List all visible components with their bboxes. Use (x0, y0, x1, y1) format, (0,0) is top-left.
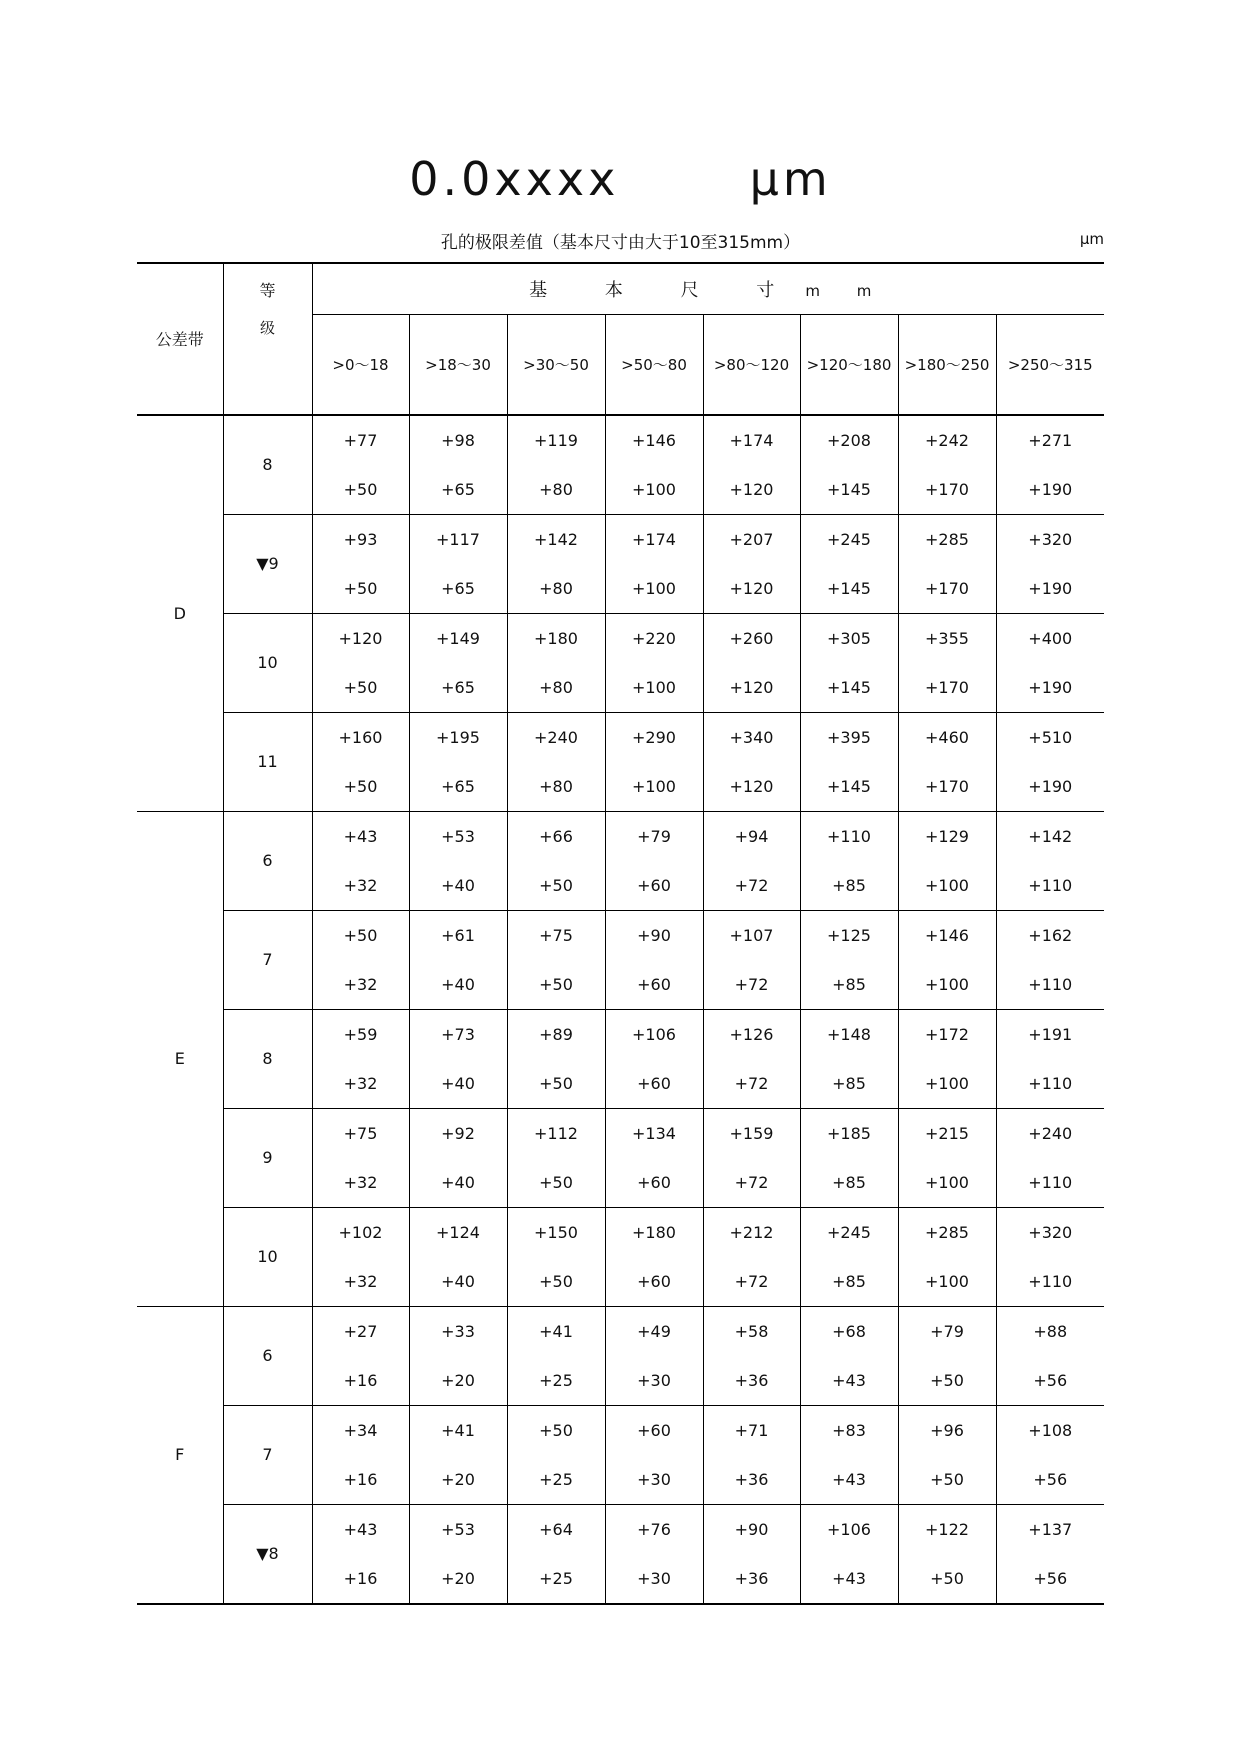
lower-deviation-cell: +145 (800, 663, 898, 713)
upper-deviation-cell: +400 (996, 613, 1104, 663)
grade-cell: 7 (223, 910, 312, 1009)
upper-deviation-cell: +89 (507, 1009, 605, 1059)
lower-deviation-cell: +40 (409, 1257, 507, 1307)
upper-deviation-cell: +148 (800, 1009, 898, 1059)
grade-cell: 6 (223, 1306, 312, 1405)
grade-header-top: 等 (223, 263, 312, 315)
upper-deviation-cell: +59 (312, 1009, 409, 1059)
upper-deviation-cell: +510 (996, 712, 1104, 762)
lower-deviation-cell: +72 (703, 1158, 800, 1208)
lower-deviation-cell: +100 (605, 762, 703, 812)
lower-deviation-cell: +170 (898, 762, 996, 812)
upper-deviation-cell: +49 (605, 1306, 703, 1356)
lower-deviation-cell: +50 (507, 1257, 605, 1307)
upper-deviation-cell: +41 (507, 1306, 605, 1356)
upper-deviation-cell: +245 (800, 514, 898, 564)
upper-deviation-cell: +110 (800, 811, 898, 861)
lower-deviation-cell: +25 (507, 1356, 605, 1406)
upper-deviation-cell: +73 (409, 1009, 507, 1059)
upper-deviation-cell: +93 (312, 514, 409, 564)
lower-deviation-cell: +65 (409, 663, 507, 713)
lower-deviation-cell: +65 (409, 564, 507, 614)
grade-cell: 8 (223, 1009, 312, 1108)
grade-cell: 7 (223, 1405, 312, 1504)
upper-deviation-cell: +162 (996, 910, 1104, 960)
lower-deviation-cell: +120 (703, 465, 800, 515)
upper-deviation-cell: +134 (605, 1108, 703, 1158)
upper-deviation-cell: +53 (409, 811, 507, 861)
size-range-header: >250～315 (996, 315, 1104, 415)
upper-deviation-cell: +122 (898, 1504, 996, 1554)
lower-deviation-cell: +32 (312, 861, 409, 911)
upper-deviation-cell: +106 (800, 1504, 898, 1554)
upper-deviation-cell: +71 (703, 1405, 800, 1455)
lower-deviation-cell: +80 (507, 465, 605, 515)
upper-deviation-cell: +195 (409, 712, 507, 762)
grade-header-bottom: 级 (223, 315, 312, 415)
upper-deviation-cell: +90 (605, 910, 703, 960)
upper-deviation-cell: +150 (507, 1207, 605, 1257)
lower-deviation-cell: +40 (409, 1158, 507, 1208)
lower-deviation-cell: +72 (703, 1059, 800, 1109)
lower-deviation-cell: +50 (312, 762, 409, 812)
lower-deviation-cell: +110 (996, 1059, 1104, 1109)
upper-deviation-cell: +240 (996, 1108, 1104, 1158)
upper-deviation-cell: +106 (605, 1009, 703, 1059)
basic-size-header (312, 263, 1104, 315)
lower-deviation-cell: +43 (800, 1554, 898, 1604)
lower-deviation-cell: +56 (996, 1356, 1104, 1406)
upper-deviation-cell: +208 (800, 415, 898, 465)
lower-deviation-cell: +100 (605, 663, 703, 713)
lower-deviation-cell: +80 (507, 564, 605, 614)
tolerance-zone-cell: E (174, 1049, 185, 1068)
upper-deviation-cell: +79 (605, 811, 703, 861)
upper-deviation-cell: +34 (312, 1405, 409, 1455)
lower-deviation-cell: +32 (312, 1257, 409, 1307)
upper-deviation-cell: +212 (703, 1207, 800, 1257)
upper-deviation-cell: +50 (312, 910, 409, 960)
upper-deviation-cell: +96 (898, 1405, 996, 1455)
upper-deviation-cell: +64 (507, 1504, 605, 1554)
lower-deviation-cell: +50 (898, 1554, 996, 1604)
upper-deviation-cell: +43 (312, 811, 409, 861)
lower-deviation-cell: +16 (312, 1554, 409, 1604)
size-range-header: >30～50 (507, 315, 605, 415)
upper-deviation-cell: +271 (996, 415, 1104, 465)
upper-deviation-cell: +75 (312, 1108, 409, 1158)
upper-deviation-cell: +260 (703, 613, 800, 663)
upper-deviation-cell: +107 (703, 910, 800, 960)
grade-cell: ▼9 (223, 514, 312, 613)
upper-deviation-cell: +220 (605, 613, 703, 663)
upper-deviation-cell: +395 (800, 712, 898, 762)
lower-deviation-cell: +100 (898, 1158, 996, 1208)
lower-deviation-cell: +72 (703, 861, 800, 911)
lower-deviation-cell: +110 (996, 861, 1104, 911)
tolerance-zone-cell: D (173, 603, 186, 623)
lower-deviation-cell: +170 (898, 465, 996, 515)
lower-deviation-cell: +43 (800, 1356, 898, 1406)
upper-deviation-cell: +142 (996, 811, 1104, 861)
lower-deviation-cell: +32 (312, 1059, 409, 1109)
lower-deviation-cell: +36 (703, 1455, 800, 1505)
basic-size-label: 基 本 尺 寸 (529, 280, 801, 301)
size-range-header: >120～180 (800, 315, 898, 415)
lower-deviation-cell: +40 (409, 960, 507, 1010)
lower-deviation-cell: +72 (703, 960, 800, 1010)
lower-deviation-cell: +50 (507, 861, 605, 911)
lower-deviation-cell: +50 (507, 960, 605, 1010)
lower-deviation-cell: +50 (898, 1455, 996, 1505)
upper-deviation-cell: +320 (996, 1207, 1104, 1257)
lower-deviation-cell: +85 (800, 960, 898, 1010)
lower-deviation-cell: +36 (703, 1356, 800, 1406)
upper-deviation-cell: +76 (605, 1504, 703, 1554)
upper-deviation-cell: +180 (507, 613, 605, 663)
lower-deviation-cell: +16 (312, 1356, 409, 1406)
upper-deviation-cell: +124 (409, 1207, 507, 1257)
upper-deviation-cell: +102 (312, 1207, 409, 1257)
upper-deviation-cell: +340 (703, 712, 800, 762)
lower-deviation-cell: +50 (507, 1059, 605, 1109)
upper-deviation-cell: +242 (898, 415, 996, 465)
basic-size-unit: m m (805, 282, 888, 300)
lower-deviation-cell: +56 (996, 1554, 1104, 1604)
upper-deviation-cell: +290 (605, 712, 703, 762)
lower-deviation-cell: +60 (605, 1059, 703, 1109)
lower-deviation-cell: +110 (996, 960, 1104, 1010)
size-range-header: >18～30 (409, 315, 507, 415)
lower-deviation-cell: +65 (409, 762, 507, 812)
upper-deviation-cell: +185 (800, 1108, 898, 1158)
upper-deviation-cell: +146 (898, 910, 996, 960)
upper-deviation-cell: +460 (898, 712, 996, 762)
lower-deviation-cell: +32 (312, 1158, 409, 1208)
upper-deviation-cell: +33 (409, 1306, 507, 1356)
lower-deviation-cell: +120 (703, 663, 800, 713)
upper-deviation-cell: +50 (507, 1405, 605, 1455)
upper-deviation-cell: +120 (312, 613, 409, 663)
lower-deviation-cell: +190 (996, 465, 1104, 515)
lower-deviation-cell: +85 (800, 1158, 898, 1208)
lower-deviation-cell: +50 (312, 465, 409, 515)
lower-deviation-cell: +50 (507, 1158, 605, 1208)
lower-deviation-cell: +60 (605, 1158, 703, 1208)
upper-deviation-cell: +83 (800, 1405, 898, 1455)
lower-deviation-cell: +85 (800, 1257, 898, 1307)
grade-cell: 6 (223, 811, 312, 910)
upper-deviation-cell: +137 (996, 1504, 1104, 1554)
upper-deviation-cell: +305 (800, 613, 898, 663)
upper-deviation-cell: +285 (898, 514, 996, 564)
lower-deviation-cell: +20 (409, 1554, 507, 1604)
upper-deviation-cell: +160 (312, 712, 409, 762)
lower-deviation-cell: +85 (800, 1059, 898, 1109)
upper-deviation-cell: +41 (409, 1405, 507, 1455)
lower-deviation-cell: +100 (898, 861, 996, 911)
table-caption: 孔的极限差值（基本尺寸由大于10至315mm） (440, 233, 801, 253)
lower-deviation-cell: +43 (800, 1455, 898, 1505)
upper-deviation-cell: +112 (507, 1108, 605, 1158)
lower-deviation-cell: +110 (996, 1158, 1104, 1208)
upper-deviation-cell: +90 (703, 1504, 800, 1554)
page-title: 0.0xxxx μm (409, 152, 832, 206)
size-range-header: >50～80 (605, 315, 703, 415)
upper-deviation-cell: +58 (703, 1306, 800, 1356)
lower-deviation-cell: +20 (409, 1356, 507, 1406)
size-range-header: >180～250 (898, 315, 996, 415)
lower-deviation-cell: +80 (507, 663, 605, 713)
upper-deviation-cell: +60 (605, 1405, 703, 1455)
lower-deviation-cell: +32 (312, 960, 409, 1010)
upper-deviation-cell: +146 (605, 415, 703, 465)
upper-deviation-cell: +245 (800, 1207, 898, 1257)
upper-deviation-cell: +27 (312, 1306, 409, 1356)
lower-deviation-cell: +40 (409, 1059, 507, 1109)
unit-label: μm (1079, 230, 1104, 248)
upper-deviation-cell: +75 (507, 910, 605, 960)
lower-deviation-cell: +50 (898, 1356, 996, 1406)
lower-deviation-cell: +100 (898, 1257, 996, 1307)
lower-deviation-cell: +190 (996, 564, 1104, 614)
upper-deviation-cell: +149 (409, 613, 507, 663)
upper-deviation-cell: +180 (605, 1207, 703, 1257)
upper-deviation-cell: +88 (996, 1306, 1104, 1356)
lower-deviation-cell: +110 (996, 1257, 1104, 1307)
lower-deviation-cell: +65 (409, 465, 507, 515)
lower-deviation-cell: +145 (800, 564, 898, 614)
lower-deviation-cell: +25 (507, 1455, 605, 1505)
grade-cell: 10 (223, 613, 312, 712)
upper-deviation-cell: +240 (507, 712, 605, 762)
lower-deviation-cell: +80 (507, 762, 605, 812)
grade-cell: 11 (223, 712, 312, 811)
lower-deviation-cell: +100 (898, 960, 996, 1010)
upper-deviation-cell: +207 (703, 514, 800, 564)
upper-deviation-cell: +129 (898, 811, 996, 861)
upper-deviation-cell: +117 (409, 514, 507, 564)
upper-deviation-cell: +61 (409, 910, 507, 960)
lower-deviation-cell: +50 (312, 564, 409, 614)
lower-deviation-cell: +190 (996, 663, 1104, 713)
lower-deviation-cell: +56 (996, 1455, 1104, 1505)
upper-deviation-cell: +79 (898, 1306, 996, 1356)
upper-deviation-cell: +159 (703, 1108, 800, 1158)
size-range-header: >80～120 (703, 315, 800, 415)
upper-deviation-cell: +320 (996, 514, 1104, 564)
upper-deviation-cell: +285 (898, 1207, 996, 1257)
lower-deviation-cell: +170 (898, 564, 996, 614)
upper-deviation-cell: +53 (409, 1504, 507, 1554)
upper-deviation-cell: +142 (507, 514, 605, 564)
upper-deviation-cell: +119 (507, 415, 605, 465)
lower-deviation-cell: +100 (605, 564, 703, 614)
lower-deviation-cell: +25 (507, 1554, 605, 1604)
lower-deviation-cell: +16 (312, 1455, 409, 1505)
upper-deviation-cell: +66 (507, 811, 605, 861)
lower-deviation-cell: +30 (605, 1554, 703, 1604)
lower-deviation-cell: +60 (605, 861, 703, 911)
grade-cell: 9 (223, 1108, 312, 1207)
upper-deviation-cell: +77 (312, 415, 409, 465)
upper-deviation-cell: +172 (898, 1009, 996, 1059)
lower-deviation-cell: +190 (996, 762, 1104, 812)
upper-deviation-cell: +43 (312, 1504, 409, 1554)
lower-deviation-cell: +40 (409, 861, 507, 911)
lower-deviation-cell: +36 (703, 1554, 800, 1604)
tolerance-zone-header: 公差带 (155, 330, 204, 350)
upper-deviation-cell: +126 (703, 1009, 800, 1059)
upper-deviation-cell: +355 (898, 613, 996, 663)
lower-deviation-cell: +50 (312, 663, 409, 713)
upper-deviation-cell: +174 (703, 415, 800, 465)
upper-deviation-cell: +108 (996, 1405, 1104, 1455)
upper-deviation-cell: +191 (996, 1009, 1104, 1059)
lower-deviation-cell: +120 (703, 762, 800, 812)
size-range-header: >0～18 (312, 315, 409, 415)
lower-deviation-cell: +60 (605, 1257, 703, 1307)
lower-deviation-cell: +145 (800, 762, 898, 812)
lower-deviation-cell: +30 (605, 1356, 703, 1406)
lower-deviation-cell: +100 (898, 1059, 996, 1109)
upper-deviation-cell: +68 (800, 1306, 898, 1356)
lower-deviation-cell: +60 (605, 960, 703, 1010)
lower-deviation-cell: +145 (800, 465, 898, 515)
lower-deviation-cell: +20 (409, 1455, 507, 1505)
lower-deviation-cell: +85 (800, 861, 898, 911)
tolerance-zone-cell: F (137, 1306, 223, 1604)
upper-deviation-cell: +98 (409, 415, 507, 465)
lower-deviation-cell: +100 (605, 465, 703, 515)
upper-deviation-cell: +125 (800, 910, 898, 960)
lower-deviation-cell: +120 (703, 564, 800, 614)
lower-deviation-cell: +30 (605, 1455, 703, 1505)
lower-deviation-cell: +170 (898, 663, 996, 713)
upper-deviation-cell: +92 (409, 1108, 507, 1158)
tolerance-table (137, 262, 1104, 1605)
upper-deviation-cell: +94 (703, 811, 800, 861)
grade-cell: 8 (223, 415, 312, 515)
lower-deviation-cell: +72 (703, 1257, 800, 1307)
grade-cell: ▼8 (223, 1504, 312, 1604)
grade-cell: 10 (223, 1207, 312, 1306)
upper-deviation-cell: +215 (898, 1108, 996, 1158)
upper-deviation-cell: +174 (605, 514, 703, 564)
